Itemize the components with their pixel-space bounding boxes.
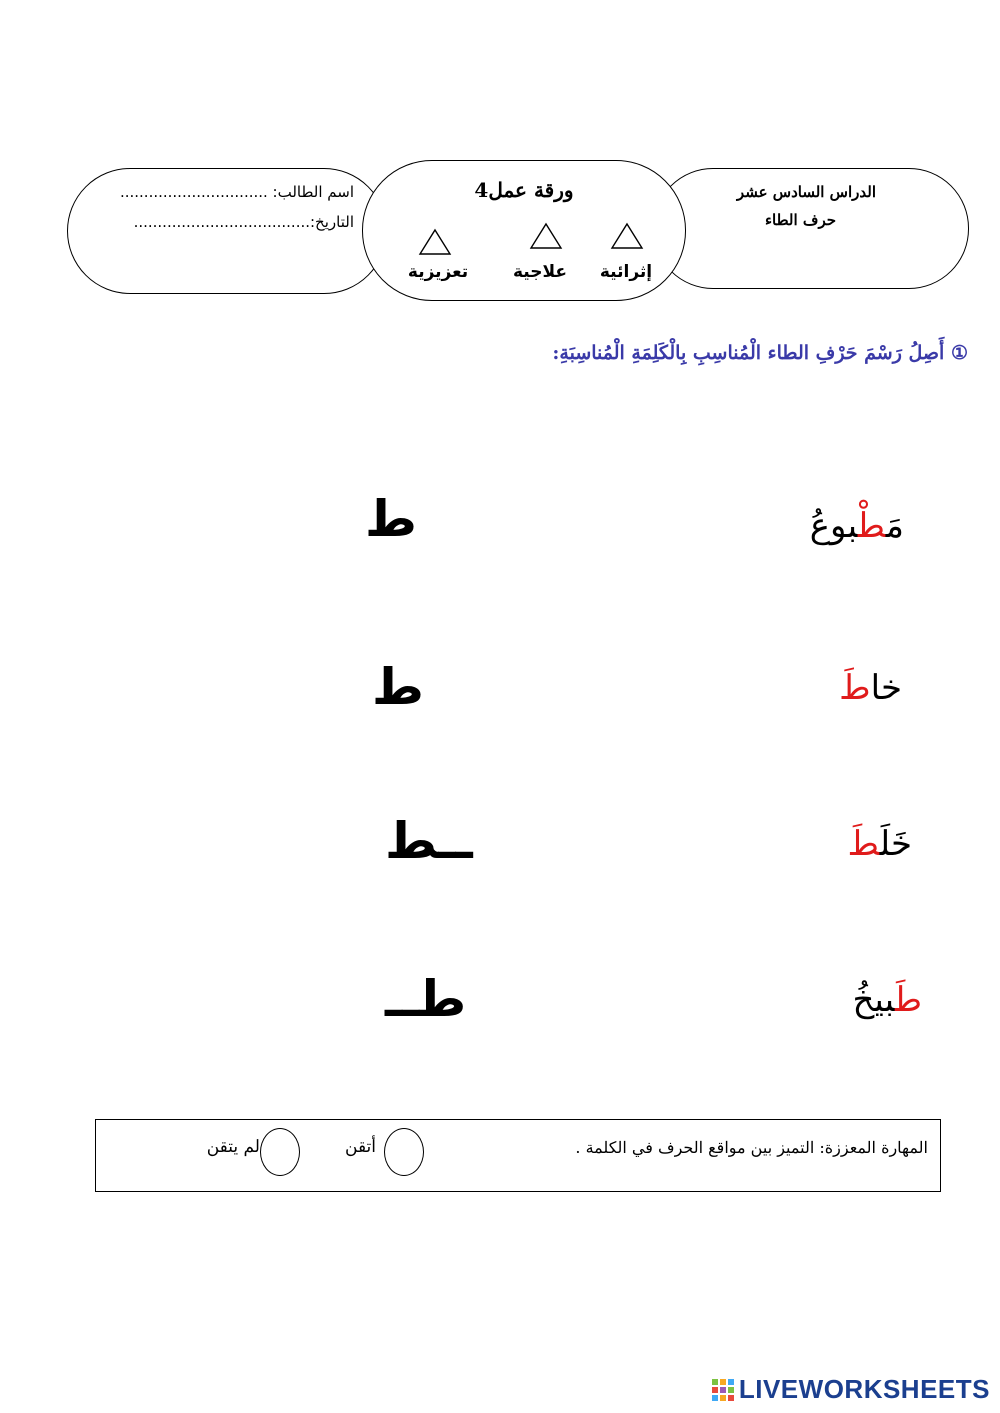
liveworksheets-logo-icon <box>711 1378 735 1402</box>
letter-form[interactable]: طــ <box>385 970 467 1028</box>
word-item[interactable]: مَطْبوعُ <box>809 506 904 546</box>
date-field[interactable] <box>110 213 354 231</box>
level-label-remedial: علاجية <box>512 262 568 282</box>
student-name-label: اسم الطالب: ............................... <box>119 183 354 201</box>
not-mastered-label: لم يتقن <box>206 1137 260 1157</box>
mastered-circle[interactable] <box>384 1128 424 1176</box>
not-mastered-circle[interactable] <box>260 1128 300 1176</box>
question-number: ① <box>950 342 968 364</box>
lesson-title: الدراس السادس عشر <box>736 183 876 201</box>
worksheet-title: ورقة عمل4 <box>474 178 574 202</box>
question-instruction <box>420 342 968 364</box>
triangle-icon[interactable] <box>610 222 644 250</box>
triangle-icon[interactable] <box>418 228 452 256</box>
level-label-enrichment: إثرائية <box>599 262 653 282</box>
date-label: التاريخ:..................................... <box>133 213 354 231</box>
word-item[interactable]: خاطَ <box>839 668 902 708</box>
brand-name: LIVEWORKSHEETS <box>738 1374 990 1404</box>
mastered-label: أتقن <box>345 1137 376 1157</box>
letter-form[interactable]: ط <box>372 658 424 716</box>
letter-form[interactable]: ــط <box>385 812 473 870</box>
triangle-icon[interactable] <box>529 222 563 250</box>
student-name-field[interactable] <box>110 183 354 201</box>
letter-form[interactable]: ط <box>365 490 417 548</box>
word-item[interactable]: خَلَطَ <box>847 824 912 864</box>
liveworksheets-logo <box>711 1374 990 1405</box>
word-item[interactable]: طَبيخُ <box>852 980 922 1020</box>
level-label-reinforcement: تعزيزية <box>407 262 469 282</box>
skill-text: المهارة المعززة: التميز بين مواقع الحرف في الكلمة . <box>575 1138 928 1157</box>
lesson-topic: حرف الطاء <box>765 211 836 229</box>
question-text: أَصِلُ رَسْمَ حَرْفِ الطاء الْمُناسِبِ بِالْكَلِمَةِ الْمُناسِبَةِ: <box>552 342 945 364</box>
